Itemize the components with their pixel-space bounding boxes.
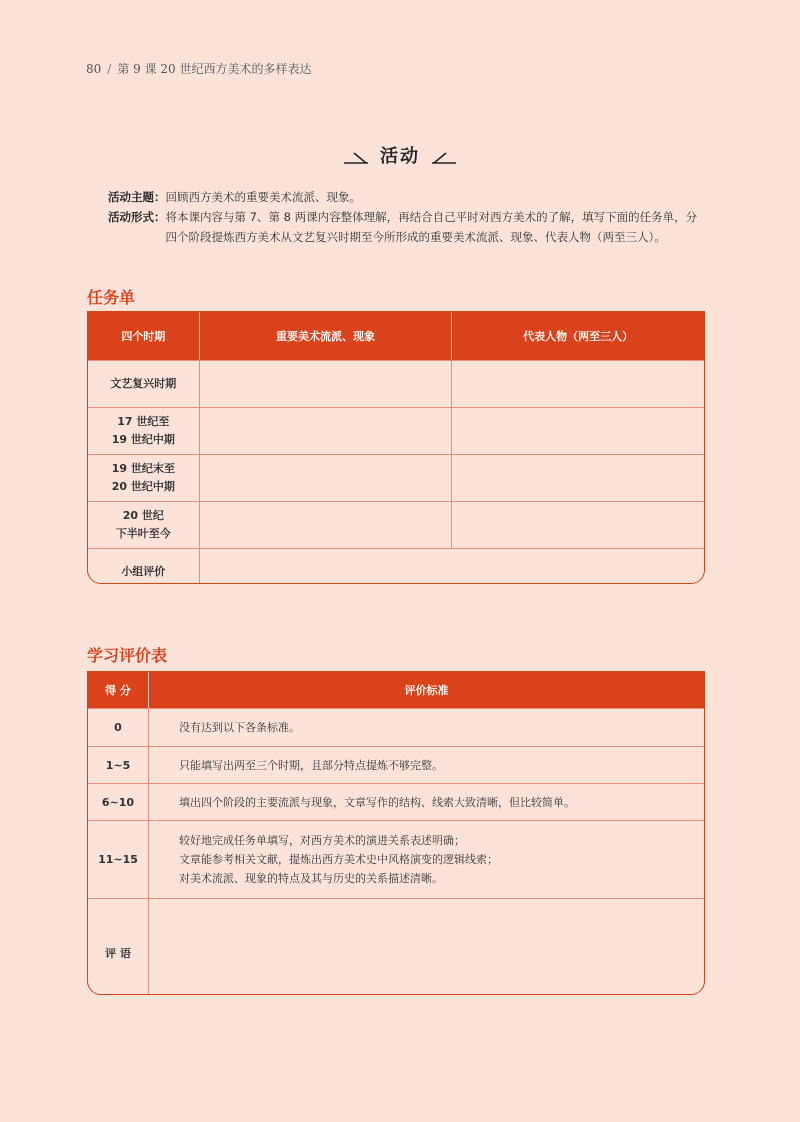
- period-cell: 20 世纪 下半叶至今: [88, 501, 200, 548]
- page-number: 80: [86, 62, 102, 76]
- score-cell: 11~15: [88, 820, 149, 898]
- score-cell: 6~10: [88, 783, 149, 820]
- group-eval-row: [88, 548, 704, 584]
- activity-title: 活动: [380, 146, 420, 167]
- group-eval-label: 小组评价: [88, 548, 200, 584]
- table-row: [88, 407, 704, 454]
- header-criteria: 评价标准: [149, 672, 704, 708]
- eval-header-row: [88, 672, 704, 708]
- artists-cell[interactable]: [452, 501, 704, 548]
- criteria-cell: 没有达到以下各条标准。: [149, 708, 704, 746]
- criteria-line: 较好地完成任务单填写，对西方美术的演进关系表述明确；: [179, 834, 465, 847]
- left-slash-decoration: [342, 150, 372, 164]
- header-score: 得 分: [88, 672, 149, 708]
- form-text: 将本课内容与第 7、第 8 两课内容整体理解，再结合自己平时对西方美术的了解，填写下面的任务单，分四个阶段提炼西方美术从文艺复兴时期至今所形成的重要美术流派、现象、代表人物（两至三人）。: [165, 210, 698, 244]
- period-cell: 文艺复兴时期: [88, 360, 200, 407]
- movements-cell[interactable]: [200, 454, 453, 501]
- evaluation-table: [87, 671, 705, 995]
- movements-cell[interactable]: [200, 360, 453, 407]
- table-row: [88, 454, 704, 501]
- comment-label: 评 语: [88, 898, 149, 995]
- criteria-cell: 填出四个阶段的主要流派与现象，文章写作的结构、线索大致清晰，但比较简单。: [149, 783, 704, 820]
- period-cell: 17 世纪至 19 世纪中期: [88, 407, 200, 454]
- artists-cell[interactable]: [452, 360, 704, 407]
- score-cell: 1~5: [88, 746, 149, 783]
- lesson-title: 第 9 课 20 世纪西方美术的多样表达: [117, 62, 312, 76]
- theme-text: 回顾西方美术的重要美术流派、现象。: [165, 190, 361, 204]
- artists-cell[interactable]: [452, 454, 704, 501]
- table-row: [88, 708, 704, 746]
- form-label: 活动形式：: [108, 210, 166, 224]
- table-row: [88, 820, 704, 898]
- movements-cell[interactable]: [200, 407, 453, 454]
- table-row: [88, 360, 704, 407]
- task-sheet-title: 任务单: [87, 288, 136, 307]
- artists-cell[interactable]: [452, 407, 704, 454]
- header-separator: /: [107, 62, 112, 76]
- table-row: [88, 501, 704, 548]
- evaluation-title: 学习评价表: [87, 646, 168, 665]
- criteria-cell: [149, 820, 704, 898]
- header-movements: 重要美术流派、现象: [200, 312, 453, 360]
- header-periods: 四个时期: [88, 312, 200, 360]
- header-artists: 代表人物（两至三人）: [452, 312, 704, 360]
- score-cell: 0: [88, 708, 149, 746]
- comment-row: [88, 898, 704, 995]
- task-sheet-table: [87, 311, 705, 584]
- table-row: [88, 783, 704, 820]
- activity-intro: [108, 187, 708, 247]
- task-header-row: [88, 312, 704, 360]
- theme-label: 活动主题：: [108, 190, 166, 204]
- right-slash-decoration: [428, 150, 458, 164]
- criteria-cell: 只能填写出两至三个时期，且部分特点提炼不够完整。: [149, 746, 704, 783]
- activity-heading: [0, 142, 800, 168]
- table-row: [88, 746, 704, 783]
- period-cell: 19 世纪末至 20 世纪中期: [88, 454, 200, 501]
- group-eval-cell[interactable]: [200, 548, 704, 584]
- criteria-line: 文章能参考相关文献，提炼出西方美术史中风格演变的逻辑线索；: [179, 853, 498, 866]
- movements-cell[interactable]: [200, 501, 453, 548]
- criteria-line: 对美术流派、现象的特点及其与历史的关系描述清晰。: [179, 872, 443, 885]
- page-header: [86, 60, 312, 77]
- comment-cell[interactable]: [149, 898, 704, 995]
